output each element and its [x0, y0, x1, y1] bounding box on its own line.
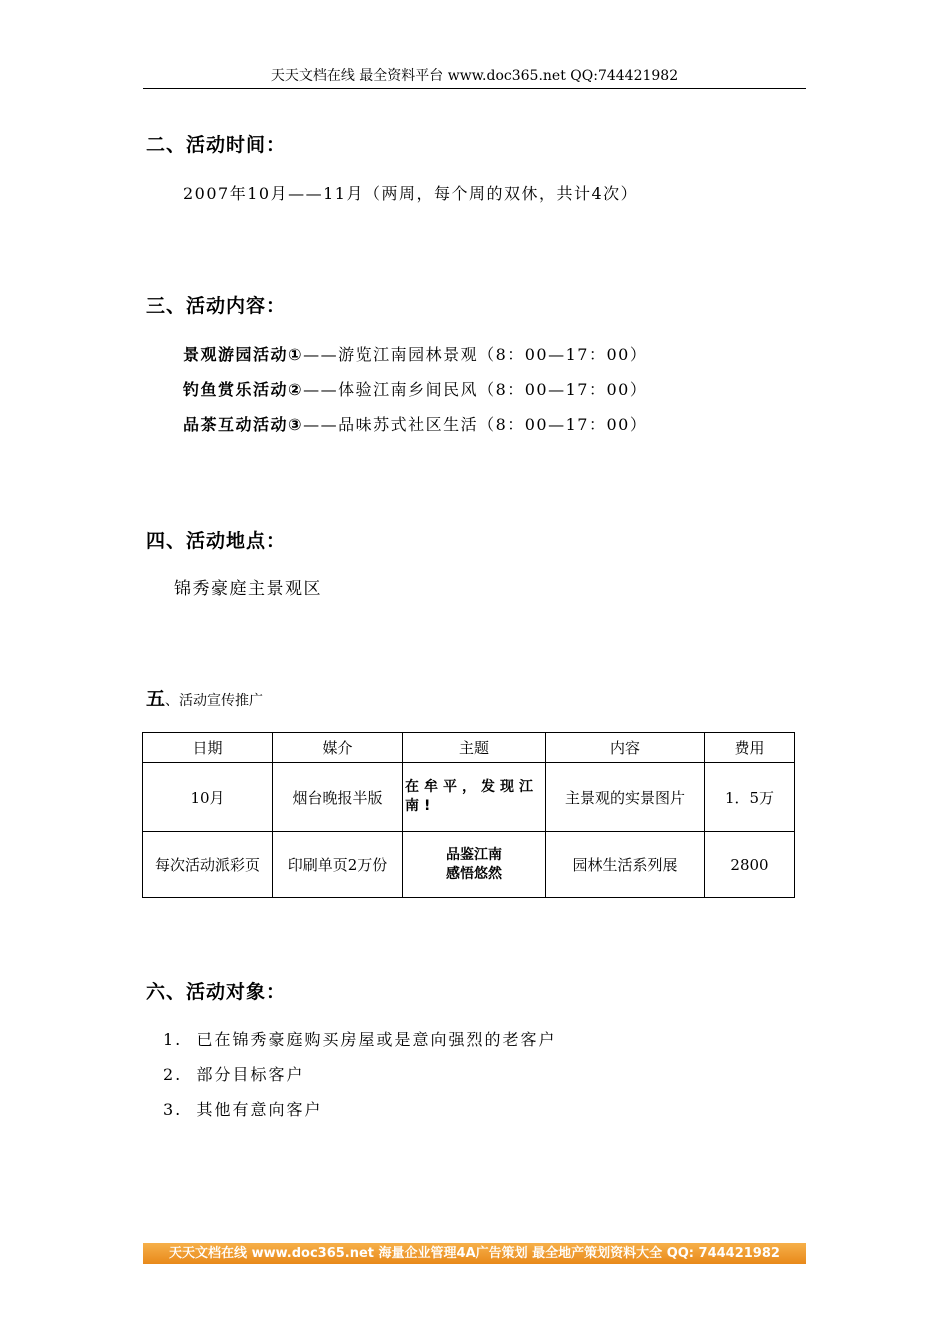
list-text: 部分目标客户: [196, 1065, 305, 1084]
promotion-title-text: 、活动宣传推广: [165, 693, 264, 709]
section-time-title: 二、活动时间：: [146, 134, 287, 156]
column-header-date: 日期: [143, 733, 273, 763]
list-item: [163, 1062, 304, 1085]
footer-banner: 天天文档在线 www.doc365.net 海量企业管理4A广告策划 最全地产策划资料大全 QQ: 744421982: [143, 1243, 806, 1264]
section-audience-title: 六、活动对象：: [146, 981, 287, 1003]
cell-content: 主景观的实景图片: [546, 763, 705, 832]
cell-theme: [403, 832, 546, 898]
cell-cost: 2800: [705, 832, 795, 898]
activity-name: 钓鱼赏乐活动②: [183, 380, 304, 399]
activity-desc: ——品味苏式社区生活（8：00—17：00）: [303, 415, 648, 434]
column-header-media: 媒介: [273, 733, 403, 763]
section-location-text: 锦秀豪庭主景观区: [174, 579, 322, 599]
list-number: 2.: [163, 1065, 183, 1084]
cell-theme: 在牟平，发现江南!: [403, 763, 546, 832]
section-content-title: 三、活动内容：: [146, 295, 287, 317]
cell-media: 印刷单页2万份: [273, 832, 403, 898]
list-item: [163, 1027, 556, 1050]
cell-theme-line: 品鉴江南: [446, 846, 502, 863]
promotion-table: [142, 732, 795, 898]
activity-item: [183, 342, 647, 365]
activity-desc: ——体验江南乡间民风（8：00—17：00）: [303, 380, 648, 399]
column-header-theme: 主题: [403, 733, 546, 763]
cell-date: 10月: [143, 763, 273, 832]
list-number: 3.: [163, 1100, 183, 1119]
page-header: 天天文档在线 最全资料平台 www.doc365.net QQ:744421982: [143, 66, 806, 89]
cell-theme-line: 感悟悠然: [446, 865, 502, 882]
list-text: 其他有意向客户: [196, 1100, 323, 1119]
section-time-text: 2007年10月——11月（两周，每个周的双休，共计4次）: [183, 184, 639, 203]
activity-name: 景观游园活动①: [183, 345, 304, 364]
section-promotion-title: [146, 684, 263, 711]
activity-item: [183, 377, 647, 400]
table-row: [143, 763, 795, 832]
column-header-content: 内容: [546, 733, 705, 763]
activity-name: 品茶互动活动③: [183, 415, 304, 434]
promotion-title-number: 五: [146, 688, 166, 710]
section-location-title: 四、活动地点：: [146, 530, 287, 552]
activity-item: [183, 412, 647, 435]
column-header-cost: 费用: [705, 733, 795, 763]
list-text: 已在锦秀豪庭购买房屋或是意向强烈的老客户: [196, 1030, 557, 1049]
table-header-row: [143, 733, 795, 763]
cell-date: 每次活动派彩页: [143, 832, 273, 898]
cell-content: 园林生活系列展: [546, 832, 705, 898]
table-row: [143, 832, 795, 898]
list-number: 1.: [163, 1030, 183, 1049]
list-item: [163, 1097, 322, 1120]
activity-desc: ——游览江南园林景观（8：00—17：00）: [303, 345, 648, 364]
cell-cost: 1．5万: [705, 763, 795, 832]
cell-media: 烟台晚报半版: [273, 763, 403, 832]
